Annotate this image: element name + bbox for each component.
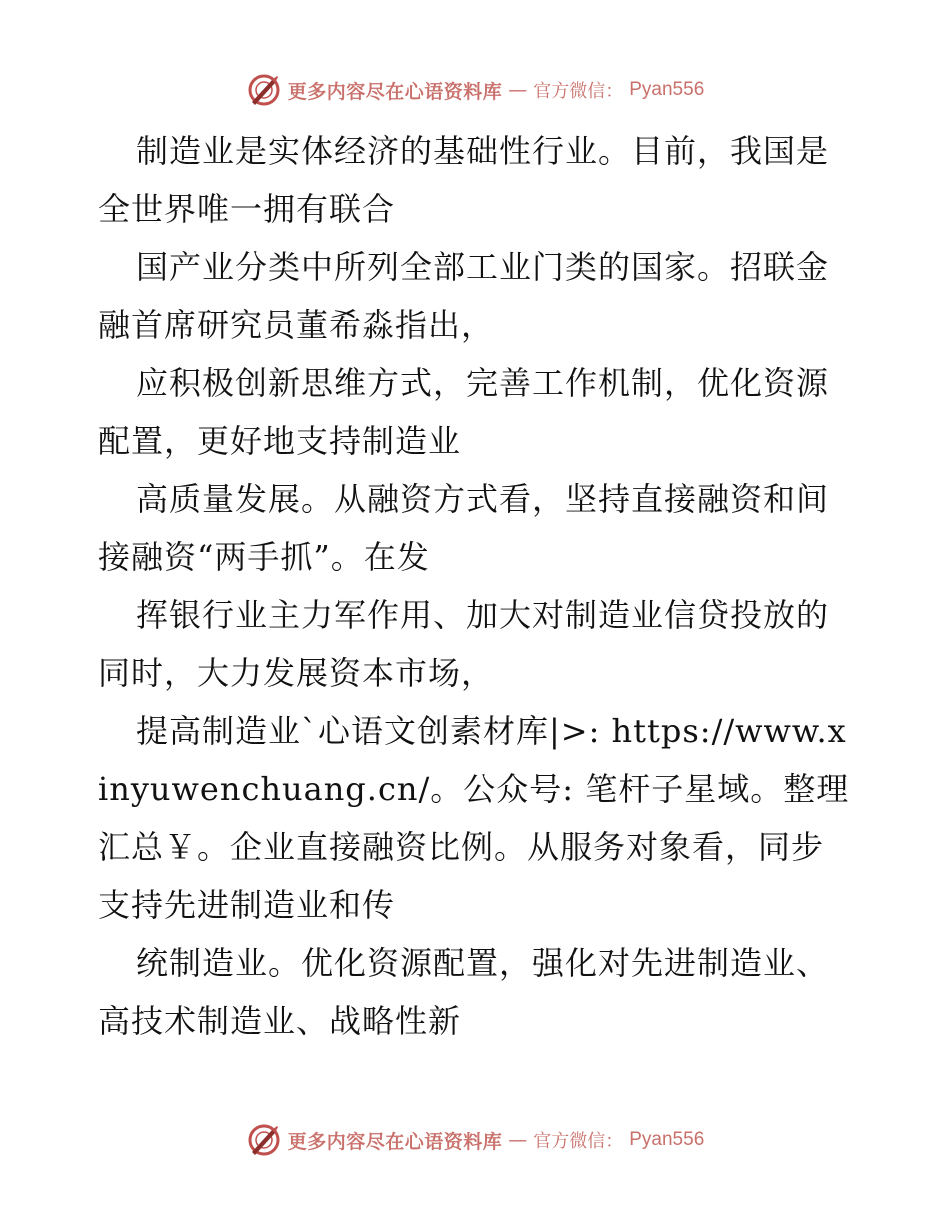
paragraph: 统制造业。优化资源配置，强化对先进制造业、高技术制造业、战略性新 (98, 944, 830, 1040)
pen-logo-icon (246, 1122, 282, 1158)
banner-wechat-id: Pyan556 (629, 79, 705, 100)
banner-text: 更多内容尽在心语资料库 (287, 80, 503, 103)
banner-text: 更多内容尽在心语资料库 (287, 1130, 503, 1153)
banner-wechat-id: Pyan556 (629, 1129, 705, 1150)
footer-banner (0, 1120, 950, 1160)
banner-wechat-label: 官方微信： (533, 1131, 624, 1152)
paragraph: 应积极创新思维方式，完善工作机制，优化资源配置，更好地支持制造业 (98, 364, 830, 460)
banner-wechat-label: 官方微信： (533, 81, 624, 102)
paragraph: 高质量发展。从融资方式看，坚持直接融资和间接融资“两手抓”。在发 (98, 480, 830, 576)
banner-separator: — (508, 1129, 528, 1151)
document-body (98, 122, 856, 1050)
pen-logo-icon (246, 72, 282, 108)
paragraph: 提高制造业`心语文创素材库|>: https://www.xinyuwenchuang.cn/。公众号: 笔杆子星域。整理汇总￥。企业直接融资比例。从服务对象看，同步支持先进制造业和传 (98, 712, 850, 924)
paragraph: 制造业是实体经济的基础性行业。目前，我国是全世界唯一拥有联合 (98, 132, 830, 228)
header-banner (0, 70, 950, 110)
banner-separator: — (508, 79, 528, 101)
paragraph: 国产业分类中所列全部工业门类的国家。招联金融首席研究员董希淼指出， (98, 248, 830, 344)
paragraph: 挥银行业主力军作用、加大对制造业信贷投放的同时，大力发展资本市场， (98, 596, 830, 692)
